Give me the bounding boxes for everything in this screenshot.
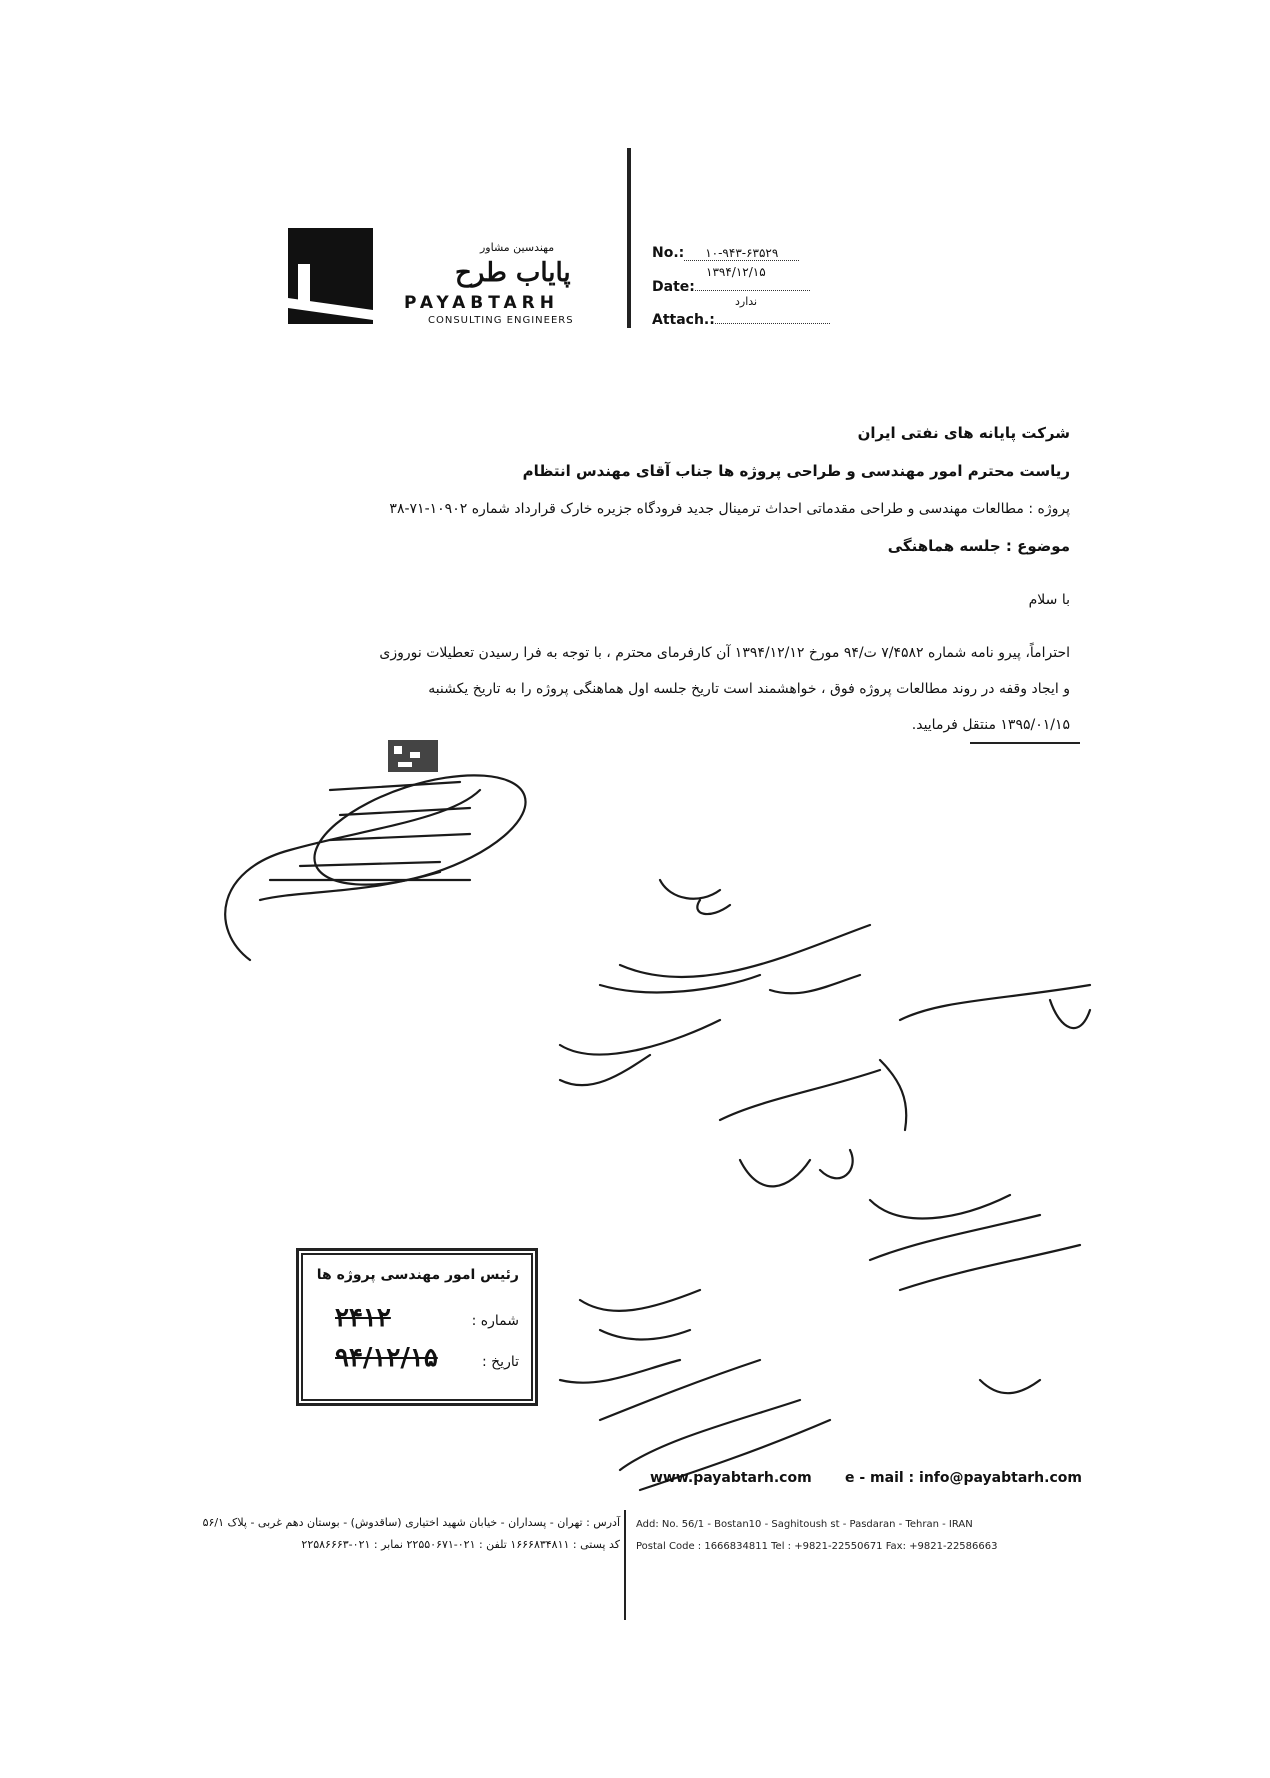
footer-contact-en: Postal Code : 1666834811 Tel : +9821-22550671 Fax: +9821-22586663 [636,1541,998,1552]
stamp-number-label: شماره : [471,1313,519,1329]
footer-website: www.payabtarh.com [650,1470,812,1486]
recipient-person: ریاست محترم امور مهندسی و طراحی پروژه ها جناب آقای مهندس انتظام [522,462,1070,480]
footer-contact-fa: کد پستی : ۱۶۶۶۸۳۴۸۱۱ تلفن : ۰۲۱-۲۲۵۵۰۶۷۱ نمابر : ۰۲۱-۲۲۵۸۶۶۶۳ [301,1538,620,1551]
stamp-date-label: تاریخ : [481,1354,519,1370]
letter-attach-label: Attach.: [652,312,715,328]
logo-subtitle-fa: مهندسین مشاور [480,241,555,254]
stamp-number-value: ۲۴۱۲ [335,1303,391,1333]
logo-name-fa: پایاب طرح [455,258,571,288]
letter-date-value: ۱۳۹۴/۱۲/۱۵ [706,265,766,279]
handwritten-note [560,880,1090,1490]
project-line: پروژه : مطالعات مهندسی و طراحی مقدماتی احداث ترمینال جدید فرودگاه جزیره خارک قرارداد شماره ۱۰۹۰۲-۷۱-۳۸ [389,501,1070,517]
letter-date-label: Date: [652,279,695,295]
footer-email: e - mail : info@payabtarh.com [845,1470,1082,1486]
letter-number-value: ۱۰-۹۴۳-۶۳۵۲۹ [684,246,799,261]
office-stamp [296,1248,538,1406]
company-seal [225,740,538,960]
greeting: با سلام [1028,592,1070,608]
stamp-date-value: ۹۴/۱۲/۱۵ [335,1343,438,1373]
recipient-company: شرکت پایانه های نفتی ایران [857,424,1070,442]
letter-number-label: No.: [652,245,685,261]
logo-tagline: CONSULTING ENGINEERS [428,315,574,326]
subject-line: موضوع : جلسه هماهنگی [887,537,1070,555]
body-paragraph-line-1: احتراماً، پیرو نامه شماره ۷/۴۵۸۲ ت/۹۴ مورخ ۱۳۹۴/۱۲/۱۲ آن کارفرمای محترم ، با توجه به فرا رسیدن تعطیلات نوروزی [379,645,1070,661]
footer-address-fa: آدرس : تهران - پسداران - خیابان شهید اختیاری (ساقدوش) - بوستان دهم غربی - پلاک ۵۶/۱ [202,1516,620,1529]
letter-attach-value: ندارد [735,295,758,308]
footer-address-en: Add: No. 56/1 - Bostan10 - Saghitoush st - Pasdaran - Tehran - IRAN [636,1519,973,1530]
body-paragraph-line-2: و ایجاد وقفه در روند مطالعات پروژه فوق ، خواهشمند است تاریخ جلسه اول هماهنگی پروژه را به تاریخ یکشنبه [428,681,1070,697]
footer-divider [624,1510,626,1620]
body-paragraph-line-3: ۱۳۹۵/۰۱/۱۵ منتقل فرمایید. [911,717,1070,733]
stamp-title: رئیس امور مهندسی پروژه ها [316,1267,519,1283]
logo-name-en: PAYABTARH [404,293,559,313]
